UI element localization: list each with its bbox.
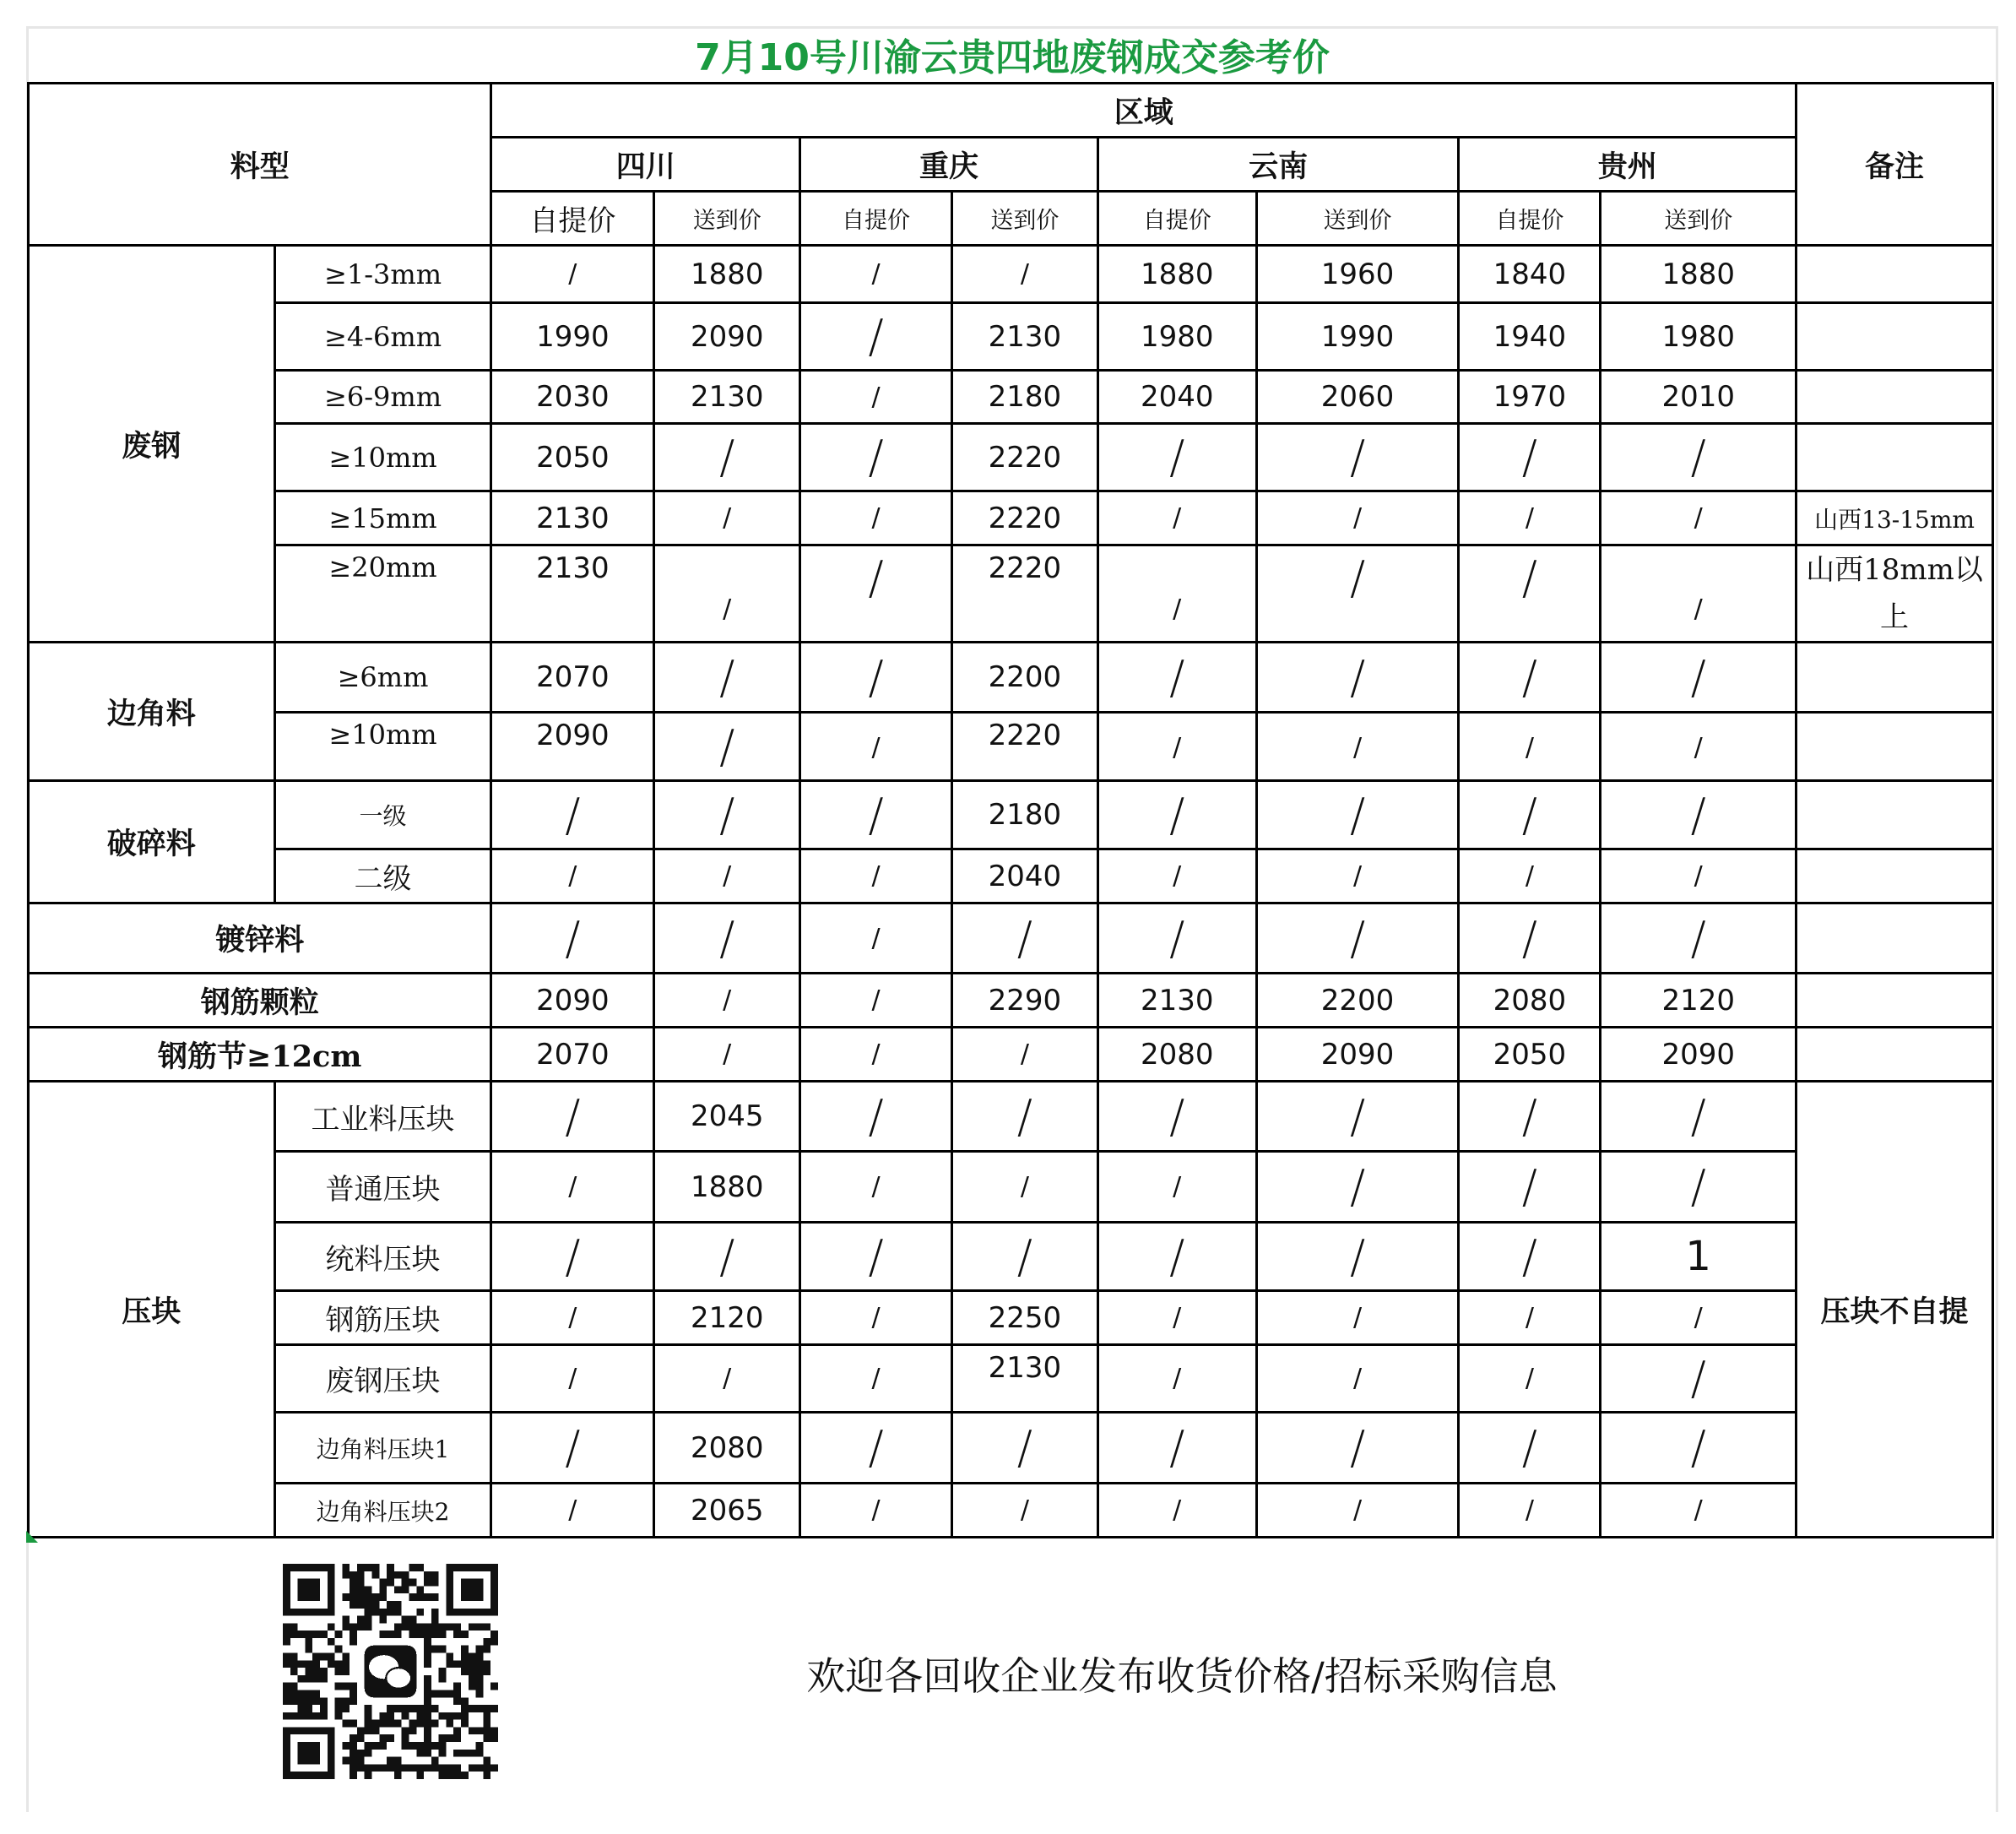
price-cell: 2090 [654, 303, 800, 371]
price-cell: 2120 [1601, 974, 1797, 1028]
remark-cell [1797, 903, 1993, 974]
price-cell: 2290 [951, 974, 1097, 1028]
price-cell: / [1097, 424, 1256, 491]
header-price-type: 送到价 [1256, 192, 1459, 246]
price-cell: / [1601, 1484, 1797, 1538]
price-cell: 1940 [1459, 303, 1601, 371]
price-cell: 2130 [951, 303, 1097, 371]
group-briquette: 压块 [29, 1082, 275, 1538]
spec-cell: ≥20mm [274, 545, 491, 643]
group-edge: 边角料 [29, 643, 275, 781]
price-cell: / [800, 781, 952, 849]
price-cell: / [491, 781, 654, 849]
price-cell: / [800, 1345, 952, 1413]
price-cell: 2130 [654, 371, 800, 424]
price-cell: / [1459, 849, 1601, 903]
price-cell: / [800, 643, 952, 713]
price-cell: / [1097, 545, 1256, 643]
remark-cell [1797, 643, 1993, 713]
spec-cell: 一级 [274, 781, 491, 849]
price-cell: / [951, 1082, 1097, 1152]
price-cell: / [1256, 849, 1459, 903]
price-cell: / [1256, 545, 1459, 643]
price-cell: 2090 [1256, 1028, 1459, 1082]
remark-cell: 山西13-15mm [1797, 491, 1993, 545]
price-cell: 2050 [491, 424, 654, 491]
remark-cell [1797, 246, 1993, 303]
group-crushed: 破碎料 [29, 781, 275, 903]
spec-cell: ≥4-6mm [274, 303, 491, 371]
price-cell: / [1459, 643, 1601, 713]
price-cell: / [654, 903, 800, 974]
price-cell: 2130 [491, 491, 654, 545]
price-cell: / [1459, 424, 1601, 491]
price-cell: / [1459, 903, 1601, 974]
price-cell: / [1459, 1223, 1601, 1291]
price-cell: / [491, 1082, 654, 1152]
price-cell: / [800, 246, 952, 303]
price-cell: / [1459, 713, 1601, 781]
price-cell: 2040 [951, 849, 1097, 903]
sheet-title: 7月10号川渝云贵四地废钢成交参考价 [695, 36, 1330, 79]
price-cell: / [1601, 643, 1797, 713]
price-cell: 1880 [654, 246, 800, 303]
price-cell: / [1097, 1484, 1256, 1538]
price-cell: / [1097, 1082, 1256, 1152]
remark-cell [1797, 303, 1993, 371]
header-material-type: 料型 [29, 84, 491, 246]
price-cell: 2080 [1459, 974, 1601, 1028]
header-remarks: 备注 [1797, 84, 1993, 246]
price-cell: 2080 [1097, 1028, 1256, 1082]
price-cell: / [491, 1345, 654, 1413]
price-cell: 1960 [1256, 246, 1459, 303]
price-cell: / [1459, 1484, 1601, 1538]
price-cell: 1980 [1601, 303, 1797, 371]
corner-marker [26, 1531, 38, 1543]
price-cell: 2010 [1601, 371, 1797, 424]
header-province-guizhou: 贵州 [1459, 138, 1797, 192]
price-cell: / [654, 1028, 800, 1082]
price-sheet [26, 26, 1998, 1812]
price-cell: 2180 [951, 371, 1097, 424]
price-cell: 2220 [951, 713, 1097, 781]
price-cell: / [800, 1413, 952, 1484]
price-cell: / [1256, 1345, 1459, 1413]
header-price-type: 送到价 [951, 192, 1097, 246]
price-cell: 1840 [1459, 246, 1601, 303]
price-cell: / [491, 903, 654, 974]
price-cell: / [1601, 491, 1797, 545]
group-galvanized: 镀锌料 [29, 903, 491, 974]
header-province-sichuan: 四川 [491, 138, 800, 192]
price-cell: / [800, 303, 952, 371]
remark-cell [1797, 974, 1993, 1028]
price-cell: / [1097, 781, 1256, 849]
price-cell: 2200 [1256, 974, 1459, 1028]
price-cell: 1880 [1601, 246, 1797, 303]
price-cell: / [654, 974, 800, 1028]
header-region: 区域 [491, 84, 1797, 138]
header-price-type: 送到价 [1601, 192, 1797, 246]
price-cell: / [1601, 1345, 1797, 1413]
price-cell: / [800, 1152, 952, 1223]
price-cell: 2220 [951, 545, 1097, 643]
price-cell: / [1459, 781, 1601, 849]
price-cell: / [1601, 1413, 1797, 1484]
price-cell: / [800, 1484, 952, 1538]
price-cell: / [1256, 643, 1459, 713]
price-cell: / [1097, 1413, 1256, 1484]
price-cell: / [491, 1484, 654, 1538]
header-price-type: 自提价 [1097, 192, 1256, 246]
price-cell: / [1601, 1082, 1797, 1152]
price-cell: / [491, 1152, 654, 1223]
spec-cell: 边角料压块2 [274, 1484, 491, 1538]
price-cell: 1990 [1256, 303, 1459, 371]
price-cell: / [491, 246, 654, 303]
price-cell: / [1097, 903, 1256, 974]
price-cell: 1 [1601, 1223, 1797, 1291]
spec-cell: ≥10mm [274, 424, 491, 491]
price-cell: / [951, 903, 1097, 974]
remark-cell: 山西18mm以上 [1797, 545, 1993, 643]
price-cell: / [951, 1484, 1097, 1538]
price-cell: 2120 [654, 1291, 800, 1345]
price-cell: / [800, 974, 952, 1028]
price-cell: / [800, 545, 952, 643]
price-cell: / [491, 1223, 654, 1291]
price-table [27, 82, 1994, 1538]
price-cell: / [800, 849, 952, 903]
remark-cell [1797, 781, 1993, 849]
price-cell: 2180 [951, 781, 1097, 849]
price-cell: / [1097, 1345, 1256, 1413]
price-cell: 1990 [491, 303, 654, 371]
price-cell: / [654, 643, 800, 713]
price-cell: / [1601, 424, 1797, 491]
price-cell: / [1097, 713, 1256, 781]
price-cell: 2070 [491, 643, 654, 713]
footer-message: 欢迎各回收企业发布收货价格/招标采购信息 [806, 1653, 1558, 1699]
price-cell: / [654, 545, 800, 643]
price-cell: 2090 [491, 974, 654, 1028]
price-cell: / [1256, 1152, 1459, 1223]
price-cell: / [1256, 781, 1459, 849]
price-cell: 2060 [1256, 371, 1459, 424]
price-cell: / [951, 1152, 1097, 1223]
spec-cell: ≥10mm [274, 713, 491, 781]
price-cell: 2045 [654, 1082, 800, 1152]
remark-cell [1797, 371, 1993, 424]
spec-cell: 普通压块 [274, 1152, 491, 1223]
price-cell: 2200 [951, 643, 1097, 713]
price-cell: / [1601, 849, 1797, 903]
price-cell: / [1256, 1484, 1459, 1538]
price-cell: / [800, 713, 952, 781]
price-cell: / [1459, 491, 1601, 545]
price-cell: / [951, 1413, 1097, 1484]
price-cell: / [1097, 643, 1256, 713]
price-cell: / [1256, 713, 1459, 781]
header-province-chongqing: 重庆 [800, 138, 1098, 192]
spec-cell: 废钢压块 [274, 1345, 491, 1413]
price-cell: / [951, 1223, 1097, 1291]
price-cell: / [1601, 903, 1797, 974]
price-cell: 2030 [491, 371, 654, 424]
price-cell: / [654, 1345, 800, 1413]
price-cell: / [1097, 1223, 1256, 1291]
spec-cell: ≥1-3mm [274, 246, 491, 303]
price-cell: / [1256, 491, 1459, 545]
price-cell: / [654, 849, 800, 903]
spec-cell: 边角料压块1 [274, 1413, 491, 1484]
price-cell: / [1459, 1413, 1601, 1484]
price-cell: 2080 [654, 1413, 800, 1484]
remark-cell [1797, 713, 1993, 781]
group-rebar-granules: 钢筋颗粒 [29, 974, 491, 1028]
price-cell: / [654, 1223, 800, 1291]
price-cell: 2065 [654, 1484, 800, 1538]
price-cell: 2090 [491, 713, 654, 781]
wechat-qr-code[interactable] [283, 1564, 498, 1779]
remark-briquette: 压块不自提 [1797, 1082, 1993, 1538]
price-cell: 2130 [951, 1345, 1097, 1413]
price-cell: / [491, 849, 654, 903]
price-cell: / [1601, 781, 1797, 849]
price-cell: / [491, 1413, 654, 1484]
price-cell: / [800, 1028, 952, 1082]
spec-cell: 工业料压块 [274, 1082, 491, 1152]
price-cell: / [800, 371, 952, 424]
price-cell: 2220 [951, 424, 1097, 491]
price-cell: 2130 [491, 545, 654, 643]
price-cell: / [654, 424, 800, 491]
price-cell: 2130 [1097, 974, 1256, 1028]
price-cell: / [951, 246, 1097, 303]
price-cell: / [491, 1291, 654, 1345]
price-cell: 2050 [1459, 1028, 1601, 1082]
remark-cell [1797, 424, 1993, 491]
price-cell: / [1601, 1291, 1797, 1345]
price-cell: / [1459, 1082, 1601, 1152]
price-cell: / [1256, 1413, 1459, 1484]
price-cell: / [800, 1223, 952, 1291]
price-cell: 2220 [951, 491, 1097, 545]
spec-cell: ≥15mm [274, 491, 491, 545]
price-cell: 2250 [951, 1291, 1097, 1345]
price-cell: / [1256, 1223, 1459, 1291]
group-scrap: 废钢 [29, 246, 275, 643]
spec-cell: 统料压块 [274, 1223, 491, 1291]
price-cell: / [1601, 713, 1797, 781]
spec-cell: ≥6-9mm [274, 371, 491, 424]
price-cell: 2070 [491, 1028, 654, 1082]
price-cell: / [1459, 1152, 1601, 1223]
price-cell: / [800, 1082, 952, 1152]
price-cell: / [654, 713, 800, 781]
price-cell: 1980 [1097, 303, 1256, 371]
price-cell: / [1256, 424, 1459, 491]
price-cell: / [800, 424, 952, 491]
price-cell: / [800, 491, 952, 545]
price-cell: 1880 [654, 1152, 800, 1223]
group-rebar-segments: 钢筋节≥12cm [29, 1028, 491, 1082]
price-cell: / [800, 903, 952, 974]
price-cell: 2040 [1097, 371, 1256, 424]
price-cell: / [654, 781, 800, 849]
spec-cell: ≥6mm [274, 643, 491, 713]
spec-cell: 二级 [274, 849, 491, 903]
spec-cell: 钢筋压块 [274, 1291, 491, 1345]
price-cell: / [1459, 1291, 1601, 1345]
price-cell: / [800, 1291, 952, 1345]
header-price-type: 自提价 [800, 192, 952, 246]
price-cell: / [951, 1028, 1097, 1082]
price-cell: / [1459, 1345, 1601, 1413]
price-cell: / [1097, 1291, 1256, 1345]
price-cell: / [1256, 1082, 1459, 1152]
price-cell: / [1097, 1152, 1256, 1223]
remark-cell [1797, 849, 1993, 903]
header-price-type: 送到价 [654, 192, 800, 246]
header-province-yunnan: 云南 [1097, 138, 1459, 192]
header-price-type: 自提价 [1459, 192, 1601, 246]
remark-cell [1797, 1028, 1993, 1082]
price-cell: / [1601, 1152, 1797, 1223]
wechat-icon [360, 1641, 420, 1701]
price-cell: / [1097, 849, 1256, 903]
price-cell: / [1601, 545, 1797, 643]
price-cell: 1970 [1459, 371, 1601, 424]
price-cell: / [1256, 1291, 1459, 1345]
price-cell: 2090 [1601, 1028, 1797, 1082]
header-price-type: 自提价 [491, 192, 654, 246]
price-cell: / [654, 491, 800, 545]
price-cell: / [1097, 491, 1256, 545]
price-cell: / [1459, 545, 1601, 643]
price-cell: 1880 [1097, 246, 1256, 303]
price-cell: / [1256, 903, 1459, 974]
